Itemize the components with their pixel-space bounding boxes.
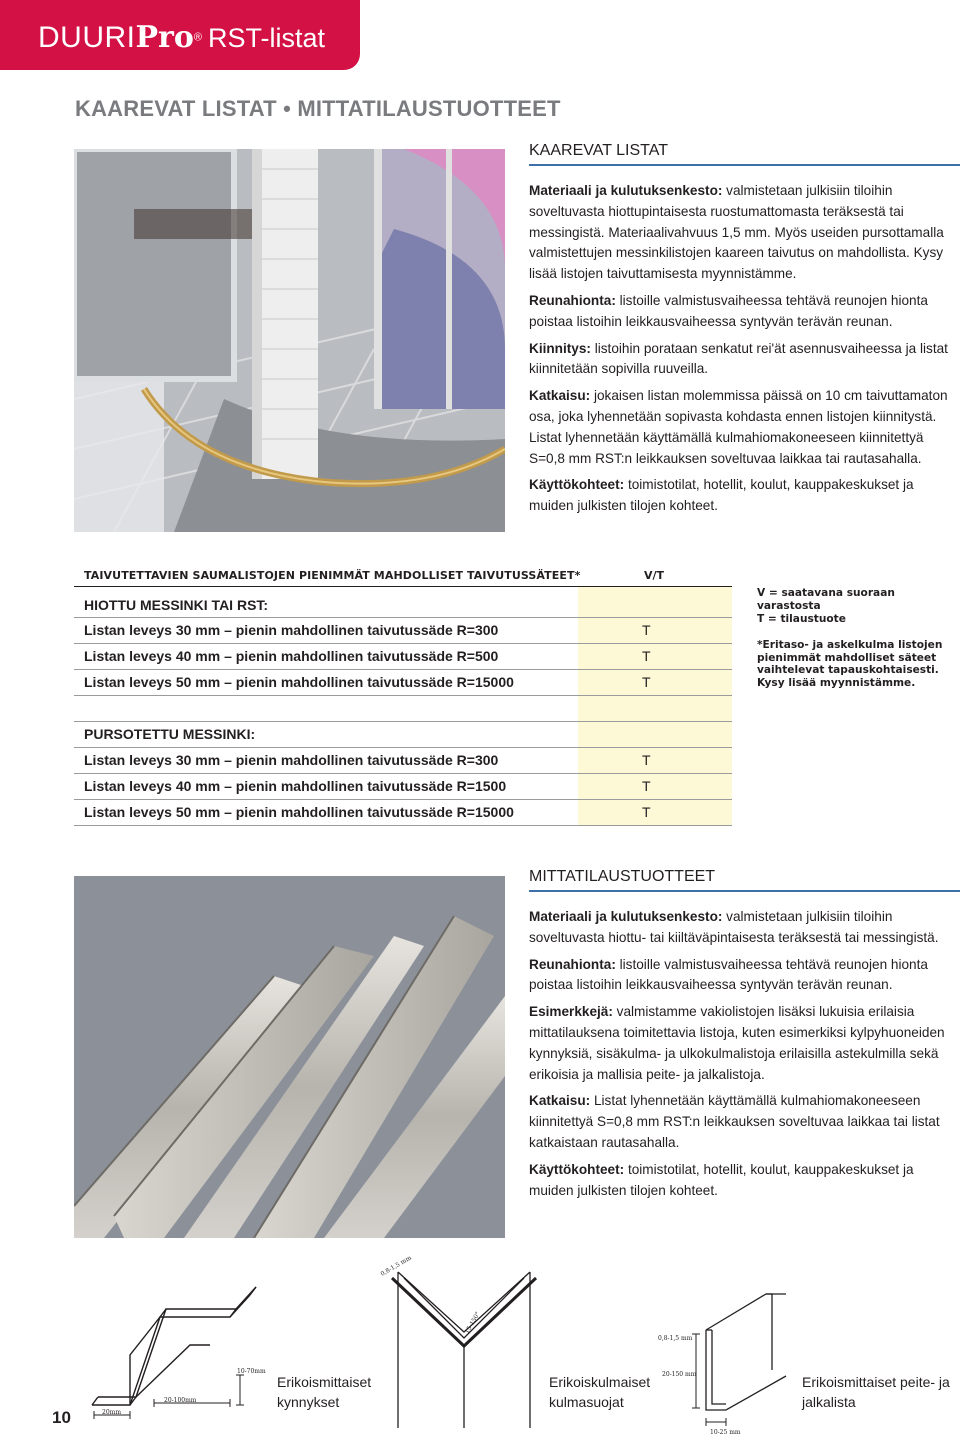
dim-b: 20-100mm <box>164 1397 197 1404</box>
caption-skirting: Erikoismittaiset peite- ja jalkalista <box>802 1374 950 1410</box>
curved-profile-photo <box>74 149 505 532</box>
para-examples: Esimerkkejä: valmistamme vakiolistojen lisäksi lukuisia erilaisia mittatilauksena toimitettavia listoja, kuten esimerkiksi kylpyhuoneiden kynnyksiä, sisäkulma- ja ulkokulmalistoja erilaisilla astekulmilla sekä erikoisia ja mallisia peite- ja jalkalistoja. <box>529 1004 945 1082</box>
para-material: Materiaali ja kulutuksenkesto: valmistetaan julkisiin tiloihin soveltuvasta hiottu- tai kiiltäväpintaisesta teräksestä tai messingistä. <box>529 909 939 945</box>
corner-guard-diagram <box>378 1252 548 1430</box>
section-heading-curved: KAAREVAT LISTAT <box>529 142 960 166</box>
dim-height: 20-150 mm <box>662 1371 697 1378</box>
section-body-custom <box>529 907 960 1207</box>
para-material: Materiaali ja kulutuksenkesto: valmistetaan julkisiin tiloihin soveltuvasta hiottupintaisesta ruostumattomasta teräksestä tai messingistä. Materiaalivahvuus 1,5 mm. Myös useiden pursottamalla valmistettujen messinkilistojen kaareen taivutus on mahdollista. Kysy lisää listojen taivuttamisesta myynnistämme. <box>529 183 944 282</box>
table-group-heading: PURSOTETTU MESSINKI: <box>74 722 732 748</box>
table-vt-header: V/T <box>644 569 665 582</box>
threshold-diagram <box>90 1285 270 1425</box>
table-row: Listan leveys 50 mm – pienin mahdollinen taivutussäde R=15000 T <box>74 670 732 696</box>
brand-duuri: DUURI <box>38 21 136 54</box>
legend-t: T = tilaustuote <box>757 613 846 625</box>
table-row: Listan leveys 50 mm – pienin mahdollinen taivutussäde R=15000 T <box>74 800 732 826</box>
para-cutting: Katkaisu: jokaisen listan molemmissa päissä on 10 cm taivuttamaton osa, joka lyhennetään sopivasta kohdasta ennen listojen kiinnitystä. Listat lyhennetään käyttämällä kulmahiomakoneeseen kiinnitettyä S=0,8 mm RST:n leikkauksen soveltuvaa laikkaa tai rautasahalla. <box>529 388 948 466</box>
dim-a: 10-70mm <box>237 1368 266 1375</box>
brand-pro: Pro <box>135 20 194 55</box>
table-group-heading: HIOTTU MESSINKI TAI RST: <box>74 587 732 618</box>
section-heading-custom: MITTATILAUSTUOTTEET <box>529 868 960 892</box>
brand-reg: ® <box>193 31 202 44</box>
page-number: 10 <box>52 1408 71 1427</box>
legend-v: V = saatavana suoraan varastosta <box>757 587 895 612</box>
table-title: TAIVUTETTAVIEN SAUMALISTOJEN PIENIMMÄT MAHDOLLISET TAIVUTUSSÄTEET* <box>84 569 581 582</box>
dim-base: 10-25 mm <box>710 1429 741 1436</box>
custom-profiles-photo <box>74 876 505 1238</box>
product-name: RST-listat <box>207 23 326 53</box>
para-mounting: Kiinnitys: listoihin porataan senkatut rei'ät asennusvaiheessa ja listat kiinnitetään sopivilla ruuveilla. <box>529 340 948 377</box>
dim-c: 20mm <box>102 1409 122 1416</box>
brand-tab <box>0 0 360 70</box>
availability-legend <box>757 587 957 626</box>
table-row: Listan leveys 40 mm – pienin mahdollinen taivutussäde R=500 T <box>74 644 732 670</box>
table-row: Listan leveys 30 mm – pienin mahdollinen taivutussäde R=300 T <box>74 618 732 644</box>
table-row: Listan leveys 30 mm – pienin mahdollinen taivutussäde R=300 T <box>74 748 732 774</box>
brand-logo <box>38 20 325 55</box>
para-edge: Reunahionta: listoille valmistusvaiheessa tehtävä reunojen hionta poistaa listoihin leikkausvaiheessa syntyvän terävän reunan. <box>529 956 928 993</box>
caption-corner-guard: Erikoiskulmaiset kulmasuojat <box>549 1374 651 1410</box>
para-edge: Reunahionta: listoille valmistusvaiheessa tehtävä reunojen hionta poistaa listoihin leikkausvaiheessa syntyvän terävän reunan. <box>529 292 928 329</box>
table-row: Listan leveys 40 mm – pienin mahdollinen taivutussäde R=1500 T <box>74 774 732 800</box>
para-cutting: Katkaisu: Listat lyhennetään käyttämällä kulmahiomakoneeseen kiinnitettyä S=0,8 mm RST:n leikkauksen soveltuvaa laikkaa tai listat katkaistaan rautasahalla. <box>529 1093 940 1150</box>
table-spacer-row <box>74 696 732 722</box>
radius-table <box>74 587 732 826</box>
dim-thickness: 0,8-1,5 mm <box>379 1254 413 1278</box>
section-body-curved <box>529 181 960 523</box>
dim-thickness: 0,8-1,5 mm <box>658 1335 693 1342</box>
caption-threshold: Erikoismittaiset kynnykset <box>277 1374 372 1410</box>
radius-note: *Eritaso- ja askelkulma listojen pienimmät mahdolliset säteet vaihtelevat tapauskohtaisesti. Kysy lisää myynnistämme. <box>757 639 943 689</box>
dim-angle: 15-150° <box>463 1310 482 1335</box>
page-title: KAAREVAT LISTAT • MITTATILAUSTUOTTEET <box>75 96 561 121</box>
para-usage: Käyttökohteet: toimistotilat, hotellit, koulut, kauppakeskukset ja muiden julkisten tilojen kohteet. <box>529 477 914 514</box>
para-usage: Käyttökohteet: toimistotilat, hotellit, koulut, kauppakeskukset ja muiden julkisten tilojen kohteet. <box>529 1161 914 1198</box>
skirting-diagram <box>656 1290 796 1436</box>
